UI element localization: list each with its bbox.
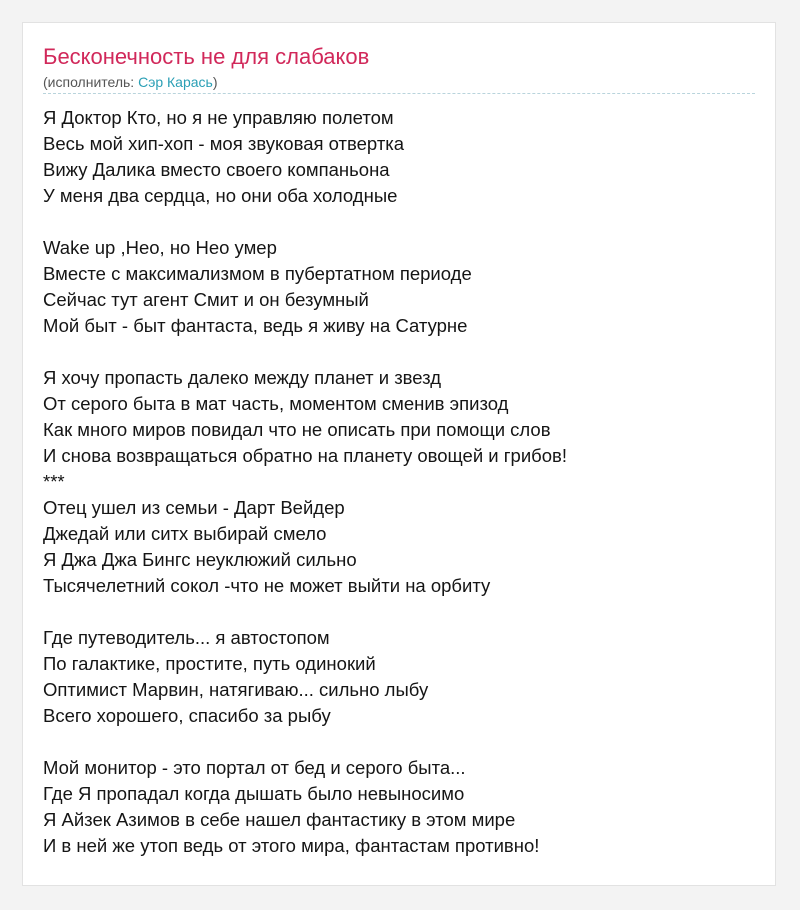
lyric-line: Я Доктор Кто, но я не управляю полетом <box>43 107 394 128</box>
lyric-line: Я хочу пропасть далеко между планет и звезд <box>43 367 442 388</box>
artist-prefix: (исполнитель: <box>43 74 139 90</box>
lyric-line: Где Я пропадал когда дышать было невыносимо <box>43 783 465 804</box>
lyric-line: Отец ушел из семьи - Дарт Вейдер <box>43 497 345 518</box>
lyric-line: *** <box>43 471 65 492</box>
artist-line <box>43 73 218 91</box>
lyric-line: Сейчас тут агент Смит и он безумный <box>43 289 369 310</box>
lyric-line: У меня два сердца, но они оба холодные <box>43 185 398 206</box>
lyric-line: Где путеводитель... я автостопом <box>43 627 330 648</box>
lyric-blank-line <box>43 599 567 625</box>
lyric-line: Wake up ,Нео, но Нео умер <box>43 237 277 258</box>
lyric-line: Мой монитор - это портал от бед и серого быта... <box>43 757 466 778</box>
lyric-blank-line <box>43 729 567 755</box>
lyric-line: По галактике, простите, путь одинокий <box>43 653 376 674</box>
artist-link[interactable]: Сэр Карась <box>138 74 213 90</box>
lyric-line: Я Джа Джа Бингс неуклюжий сильно <box>43 549 357 570</box>
lyric-line: Джедай или ситх выбирай смело <box>43 523 327 544</box>
artist-suffix: ) <box>212 74 218 90</box>
lyric-line: Всего хорошего, спасибо за рыбу <box>43 705 331 726</box>
lyrics-text <box>43 105 567 859</box>
song-title: Бесконечность не для слабаков <box>43 44 370 69</box>
lyric-line: Как много миров повидал что не описать при помощи слов <box>43 419 551 440</box>
title-divider <box>43 93 755 94</box>
lyric-line: От серого быта в мат часть, моментом сменив эпизод <box>43 393 509 414</box>
lyric-blank-line <box>43 209 567 235</box>
lyric-line: Вместе с максимализмом в пубертатном периоде <box>43 263 472 284</box>
lyric-line: Я Айзек Азимов в себе нашел фантастику в этом мире <box>43 809 516 830</box>
lyric-line: Вижу Далика вместо своего компаньона <box>43 159 390 180</box>
lyric-line: И снова возвращаться обратно на планету овощей и грибов! <box>43 445 568 466</box>
lyric-blank-line <box>43 339 567 365</box>
lyrics-card <box>22 22 776 886</box>
lyric-line: Тысячелетний сокол -что не может выйти на орбиту <box>43 575 491 596</box>
lyric-line: Мой быт - быт фантаста, ведь я живу на Сатурне <box>43 315 468 336</box>
lyric-line: И в ней же утоп ведь от этого мира, фантастам противно! <box>43 835 540 856</box>
lyric-line: Оптимист Марвин, натягиваю... сильно лыбу <box>43 679 429 700</box>
lyric-line: Весь мой хип-хоп - моя звуковая отвертка <box>43 133 405 154</box>
